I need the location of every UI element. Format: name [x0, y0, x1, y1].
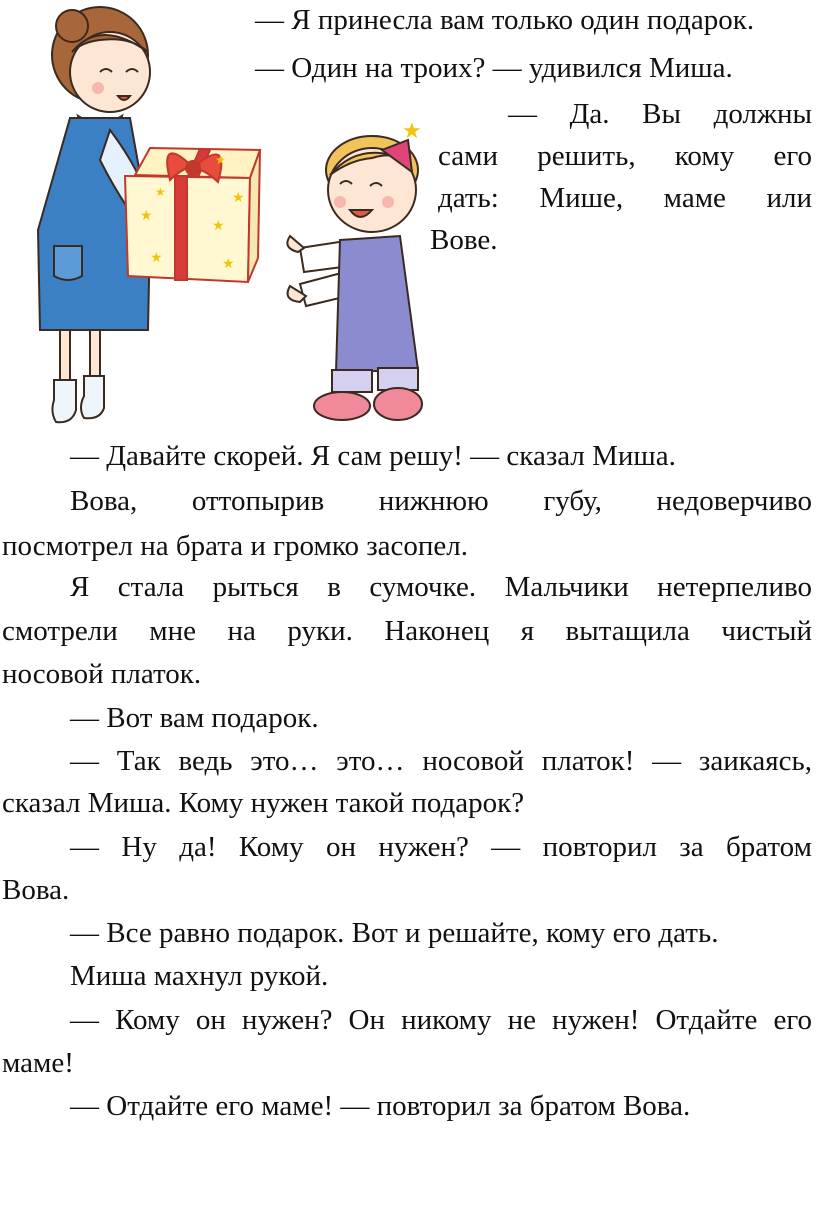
- svg-text:★: ★: [222, 257, 235, 272]
- svg-text:★: ★: [212, 219, 225, 234]
- text-line: — Я принесла вам только один подарок.: [255, 4, 755, 36]
- text-line: носовой платок.: [2, 658, 202, 690]
- text-line: сказал Миша. Кому нужен такой подарок?: [2, 787, 525, 819]
- text-line: Миша махнул рукой.: [70, 960, 329, 992]
- text-line: Вова, оттопырив нижнюю губу, недоверчиво: [70, 485, 812, 517]
- svg-text:★: ★: [232, 191, 245, 206]
- text-line: Вова.: [2, 874, 70, 906]
- text-line: маме!: [2, 1047, 74, 1079]
- text-line: — Кому он нужен? Он никому не нужен! Отдайте его: [70, 1004, 812, 1036]
- text-line: — Вот вам подарок.: [70, 702, 319, 734]
- svg-text:★: ★: [150, 251, 163, 266]
- text-line: — Отдайте его маме! — повторил за братом Вова.: [70, 1090, 691, 1122]
- svg-text:★: ★: [402, 118, 422, 143]
- text-line: — Давайте скорей. Я сам решу! — сказал Миша.: [70, 440, 676, 472]
- text-line: — Ну да! Кому он нужен? — повторил за братом: [70, 831, 812, 863]
- text-line: — Да. Вы должны: [508, 98, 812, 130]
- svg-text:★: ★: [155, 185, 166, 199]
- text-line: Вове.: [430, 224, 498, 256]
- text-line: — Один на троих? — удивился Миша.: [255, 52, 733, 84]
- svg-text:★: ★: [140, 209, 153, 224]
- boy-figure: [287, 118, 422, 420]
- text-line: — Так ведь это… это… носовой платок! — заикаясь,: [70, 745, 812, 777]
- text-line: Я стала рыться в сумочке. Мальчики нетерпеливо: [70, 571, 812, 603]
- text-line: — Все равно подарок. Вот и решайте, кому его дать.: [70, 917, 719, 949]
- text-line: посмотрел на брата и громко засопел.: [2, 530, 469, 562]
- svg-text:★: ★: [215, 153, 226, 167]
- text-line: дать: Мише, маме или: [438, 182, 812, 214]
- text-line: смотрели мне на руки. Наконец я вытащила чистый: [2, 615, 812, 647]
- text-line: сами решить, кому его: [438, 140, 812, 172]
